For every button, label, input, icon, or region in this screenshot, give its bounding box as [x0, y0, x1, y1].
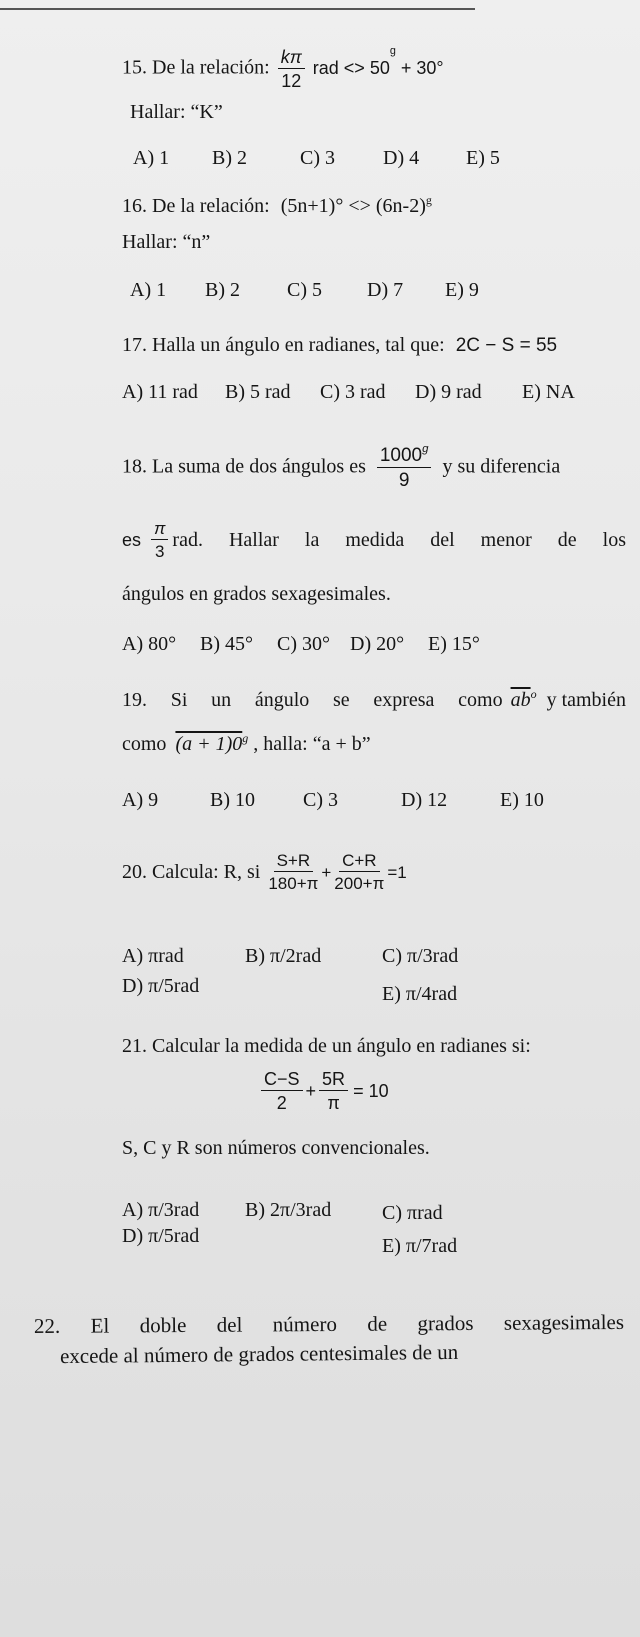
q21-options-row1: [0, 1200, 640, 1222]
q21-eq: = 10: [353, 1081, 389, 1101]
q19-options: [0, 790, 640, 812]
q20-f1-num: S+R: [274, 852, 314, 872]
q20-equation: [122, 852, 407, 892]
q19-line1: [122, 687, 626, 711]
q18-stem: 18. La suma de dos ángulos es: [122, 455, 366, 478]
q16-stem: 16. De la relación:: [122, 195, 270, 217]
q21-fraction-2: [319, 1070, 348, 1112]
q15-rel-tail: [312, 45, 444, 78]
q18-line2-text: rad. Hallar la medida del menor de los: [172, 529, 626, 551]
top-rule: [0, 8, 475, 10]
q15-stem: 15. De la relación:: [122, 56, 270, 79]
q18-grad-mark: g: [422, 443, 429, 455]
q16-expr-text: (5n+1)° <> (6n-2): [280, 195, 426, 217]
q17-stem-row: [122, 335, 557, 355]
q20-option-d[interactable]: D) π/5rad: [122, 975, 200, 997]
q16-option-c[interactable]: C) 5: [287, 279, 322, 301]
q20-f2-num: C+R: [339, 852, 379, 872]
q15-option-e[interactable]: E) 5: [466, 147, 500, 169]
q20-stem: 20. Calcula: R, si: [122, 861, 261, 883]
q19-option-b[interactable]: B) 10: [210, 789, 255, 811]
q20-option-e[interactable]: E) π/4rad: [382, 983, 458, 1005]
q19-stem2: y también: [546, 689, 626, 711]
q20-option-a[interactable]: A) πrad: [122, 945, 184, 967]
q20-options-row2: [0, 975, 640, 1005]
q19-ab-text: $\overline{ab}$: [510, 689, 531, 711]
q18-option-c[interactable]: C) 30°: [277, 633, 330, 655]
q19-ab: [510, 687, 537, 711]
q20-fraction-2: [334, 852, 384, 892]
q22-line1: 22. El doble del número de grados sexagesimales: [33, 1309, 625, 1339]
q18-pi-num: π: [151, 520, 168, 540]
q16-option-a[interactable]: A) 1: [130, 279, 167, 301]
q15-fraction: [278, 48, 305, 90]
q21-f2-num: 5R: [319, 1070, 348, 1091]
q21-stem: 21. Calcular la medida de un ángulo en radianes si:: [122, 1035, 531, 1057]
q18-pi-den: 3: [154, 542, 165, 561]
q21-option-b[interactable]: B) 2π/3rad: [245, 1199, 332, 1221]
q18-frac-num-text: 1000: [379, 445, 423, 466]
q17-option-e[interactable]: E) NA: [522, 381, 575, 403]
q18-stem2: y su diferencia: [442, 455, 561, 478]
q21-fraction-1: [261, 1070, 303, 1112]
q16-grad-mark: g: [425, 193, 432, 207]
q18-option-e[interactable]: E) 15°: [428, 633, 480, 655]
q20-option-b[interactable]: B) π/2rad: [245, 945, 322, 967]
q19-option-a[interactable]: A) 9: [122, 789, 159, 811]
q18-fraction: [377, 443, 432, 491]
q18-frac-num: [377, 443, 432, 468]
q18-option-d[interactable]: D) 20°: [350, 633, 405, 655]
q17-stem: 17. Halla un ángulo en radianes, tal que:: [122, 334, 445, 356]
q21-equation: [258, 1070, 389, 1112]
q18-frac-den: 9: [398, 470, 410, 491]
q21-f1-den: 2: [276, 1093, 287, 1113]
q19-option-c[interactable]: C) 3: [303, 789, 338, 811]
q15-ask: Hallar: “K”: [130, 101, 223, 123]
q16-option-e[interactable]: E) 9: [445, 279, 479, 301]
q17-option-c[interactable]: C) 3 rad: [320, 381, 386, 403]
q17-option-a[interactable]: A) 11 rad: [122, 381, 198, 403]
q18-line2: [122, 520, 626, 560]
q20-fraction-1: [268, 852, 318, 892]
q17-options: [0, 382, 640, 404]
q15-option-d[interactable]: D) 4: [383, 147, 420, 169]
q20-options-row1: [0, 946, 640, 968]
q16-expr: [281, 195, 432, 217]
q15-options: [0, 148, 640, 170]
q18-pi-fraction: [151, 520, 168, 560]
q18-options: [0, 634, 640, 656]
q21-plus: +: [305, 1081, 317, 1101]
q21-option-d[interactable]: D) π/5rad: [122, 1225, 200, 1247]
q21-option-c[interactable]: C) πrad: [382, 1202, 443, 1224]
q16-options: [0, 280, 640, 302]
q18-line1: [122, 443, 561, 491]
q16-option-b[interactable]: B) 2: [205, 279, 240, 301]
q21-options-row2: [0, 1225, 640, 1257]
q15-rel-tail-text: rad <> 50: [312, 57, 390, 78]
q21-option-a[interactable]: A) π/3rad: [122, 1199, 200, 1221]
q20-option-c[interactable]: C) π/3rad: [382, 945, 459, 967]
q15-frac-num: kπ: [278, 48, 305, 69]
q19-line2: [122, 731, 371, 755]
q19-deg-mark: o: [530, 687, 537, 701]
q19-ask: , halla: “a + b”: [253, 733, 371, 755]
q19-a1: [175, 733, 248, 755]
q18-option-a[interactable]: A) 80°: [122, 633, 177, 655]
q19-como: como: [122, 733, 167, 755]
q22-line2: excede al número de grados centesimales de un: [59, 1339, 459, 1369]
q16-ask: Hallar: “n”: [122, 231, 211, 253]
q20-plus: +: [321, 862, 332, 882]
q15-frac-den: 12: [281, 71, 302, 91]
q15-relation: [122, 45, 444, 91]
q16-option-d[interactable]: D) 7: [367, 279, 404, 301]
q15-option-a[interactable]: A) 1: [133, 147, 170, 169]
q21-f1-num: C−S: [261, 1070, 303, 1091]
q17-expr: 2C − S = 55: [455, 335, 558, 356]
q21-note: S, C y R son números convencionales.: [122, 1137, 430, 1159]
q20-eq: =1: [387, 862, 407, 882]
q21-option-e[interactable]: E) π/7rad: [382, 1235, 458, 1257]
q18-es: es: [122, 530, 142, 550]
q15-option-c[interactable]: C) 3: [300, 147, 335, 169]
q18-line3: ángulos en grados sexagesimales.: [122, 583, 391, 605]
q17-option-d[interactable]: D) 9 rad: [415, 381, 482, 403]
q19-option-d[interactable]: D) 12: [401, 789, 448, 811]
q19-grad-mark: g: [242, 731, 249, 745]
q19-stem: 19. Si un ángulo se expresa como: [122, 689, 503, 711]
q17-option-b[interactable]: B) 5 rad: [225, 381, 291, 403]
q16-relation: [122, 193, 432, 217]
q20-f2-den: 200+π: [334, 874, 385, 893]
q20-f1-den: 180+π: [268, 874, 319, 893]
q15-option-b[interactable]: B) 2: [212, 147, 247, 169]
q18-option-b[interactable]: B) 45°: [200, 633, 253, 655]
q21-f2-den: π: [327, 1093, 340, 1113]
q15-rel-tail2: + 30°: [395, 57, 444, 78]
q19-option-e[interactable]: E) 10: [500, 789, 544, 811]
q15-grad-mark: g: [389, 45, 396, 57]
q19-a1-text: (a + 1)0: [175, 733, 243, 755]
